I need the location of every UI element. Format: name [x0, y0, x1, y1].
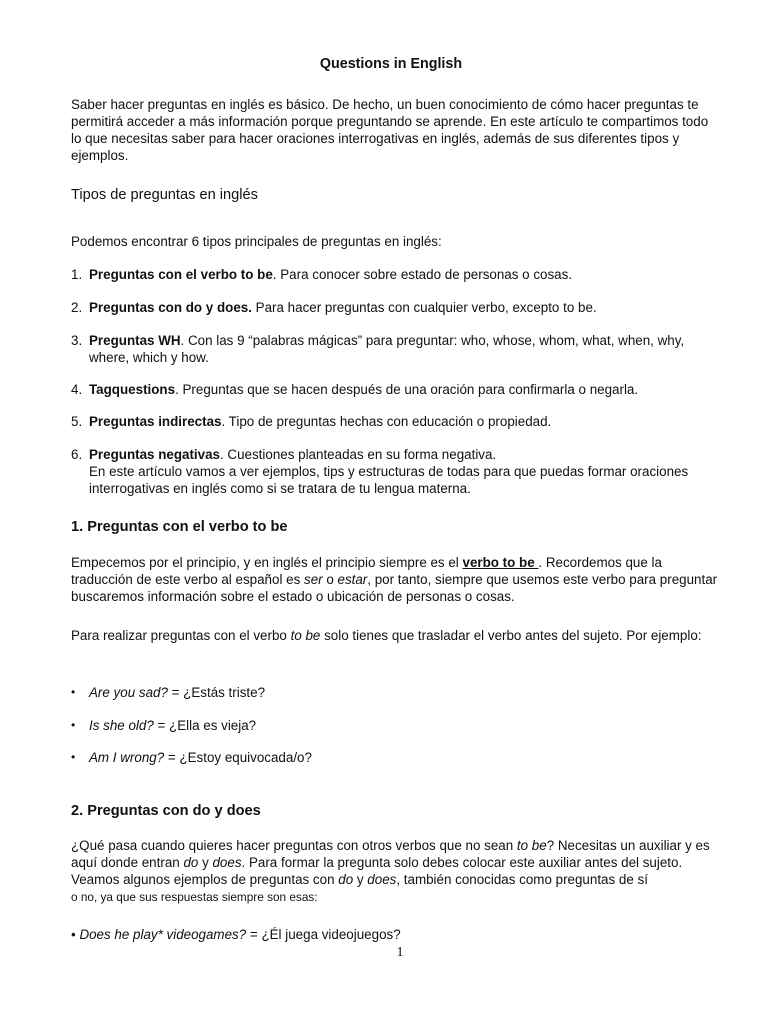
list-number: 1.: [71, 267, 83, 282]
example-english: Is she old?: [89, 718, 154, 733]
section-1-heading: 1. Preguntas con el verbo to be: [71, 519, 288, 535]
example-english: Does he play* videogames?: [79, 927, 247, 942]
page-number: 1: [396, 945, 404, 960]
types-intro: Podemos encontrar 6 tipos principales de preguntas en inglés:: [71, 234, 442, 249]
list-item: [71, 266, 721, 283]
example-spanish: = ¿Ella es vieja?: [153, 718, 257, 733]
bullet-icon: •: [71, 718, 76, 732]
list-item: [71, 299, 721, 316]
document-title: Questions in English: [319, 56, 463, 72]
list-item-title: Preguntas WH: [89, 333, 181, 348]
list-item-text: . Cuestiones planteadas en su forma negativa.: [219, 447, 497, 462]
example-spanish: = ¿Estás triste?: [167, 685, 266, 700]
list-item-title: Preguntas indirectas: [89, 414, 222, 429]
example-spanish: = ¿Estoy equivocada/o?: [164, 750, 312, 765]
bullet-icon: •: [71, 750, 76, 764]
example-item: [71, 749, 721, 766]
list-item-title: Tagquestions: [89, 382, 176, 397]
list-item-title: Preguntas con el verbo to be: [89, 267, 273, 282]
list-item-text: . Para conocer sobre estado de personas o cosas.: [272, 267, 573, 282]
list-item-title: Preguntas con do y does.: [89, 300, 252, 315]
types-heading: Tipos de preguntas en inglés: [71, 187, 258, 203]
list-item-title: Preguntas negativas: [89, 447, 220, 462]
example-item: [71, 717, 721, 734]
example-item: [71, 926, 721, 943]
example-item: [71, 684, 721, 701]
list-number: 4.: [71, 382, 83, 397]
example-spanish: = ¿Él juega videojuegos?: [246, 927, 401, 942]
list-item-continuation: En este artículo vamos a ver ejemplos, tips y estructuras de todas para que puedas formar oraciones interrogativas en inglés como si se tratara de tu lengua materna.: [89, 464, 689, 496]
list-item: [71, 332, 721, 366]
verbo-to-be-link[interactable]: verbo to be: [462, 555, 539, 570]
bullet-icon: •: [71, 685, 76, 699]
list-number: 2.: [71, 300, 83, 315]
section-1-paragraph-1: Empecemos por el principio, y en inglés el principio siempre es el verbo to be . Recordemos que la traducción de este verbo al español es ser o estar, por tanto, siempre que usemos este verbo para preguntar buscaremos información sobre el estado o ubicación de personas o cosas.: [71, 555, 718, 604]
list-item-text: . Tipo de preguntas hechas con educación o propiedad.: [221, 414, 552, 429]
list-item: [71, 446, 721, 497]
example-english: Are you sad?: [89, 685, 168, 700]
list-item-text: . Con las 9 “palabras mágicas” para preguntar: who, whose, whom, what, when, why, where, which y how.: [89, 333, 685, 365]
intro-paragraph: Saber hacer preguntas en inglés es básico. De hecho, un buen conocimiento de cómo hacer preguntas te permitirá acceder a más información porque preguntando se aprende. En este artículo te compartimos todo lo que necesitas saber para hacer oraciones interrogativas en inglés, además de sus diferentes tipos y ejemplos.: [71, 97, 709, 163]
list-item-text: . Preguntas que se hacen después de una oración para confirmarla o negarla.: [175, 382, 639, 397]
list-number: 3.: [71, 333, 83, 348]
list-number: 5.: [71, 414, 83, 429]
list-number: 6.: [71, 447, 83, 462]
section-2-paragraph-1: ¿Qué pasa cuando quieres hacer preguntas con otros verbos que no sean to be? Necesitas un auxiliar y es aquí donde entran do y does. Para formar la pregunta solo debes colocar este auxiliar antes del sujeto. Veamos algunos ejemplos de preguntas con do y does, también conocidas como preguntas de sí o no, ya que sus respuestas siempre son esas:: [71, 838, 710, 904]
example-english: Am I wrong?: [89, 750, 165, 765]
section-1-paragraph-2: Para realizar preguntas con el verbo to be solo tienes que trasladar el verbo antes del sujeto. Por ejemplo:: [71, 628, 702, 643]
list-item: [71, 413, 721, 430]
list-item: [71, 381, 721, 398]
bullet-icon: •: [71, 927, 76, 942]
list-item-text: Para hacer preguntas con cualquier verbo, excepto to be.: [251, 300, 597, 315]
section-2-heading: 2. Preguntas con do y does: [71, 803, 261, 819]
